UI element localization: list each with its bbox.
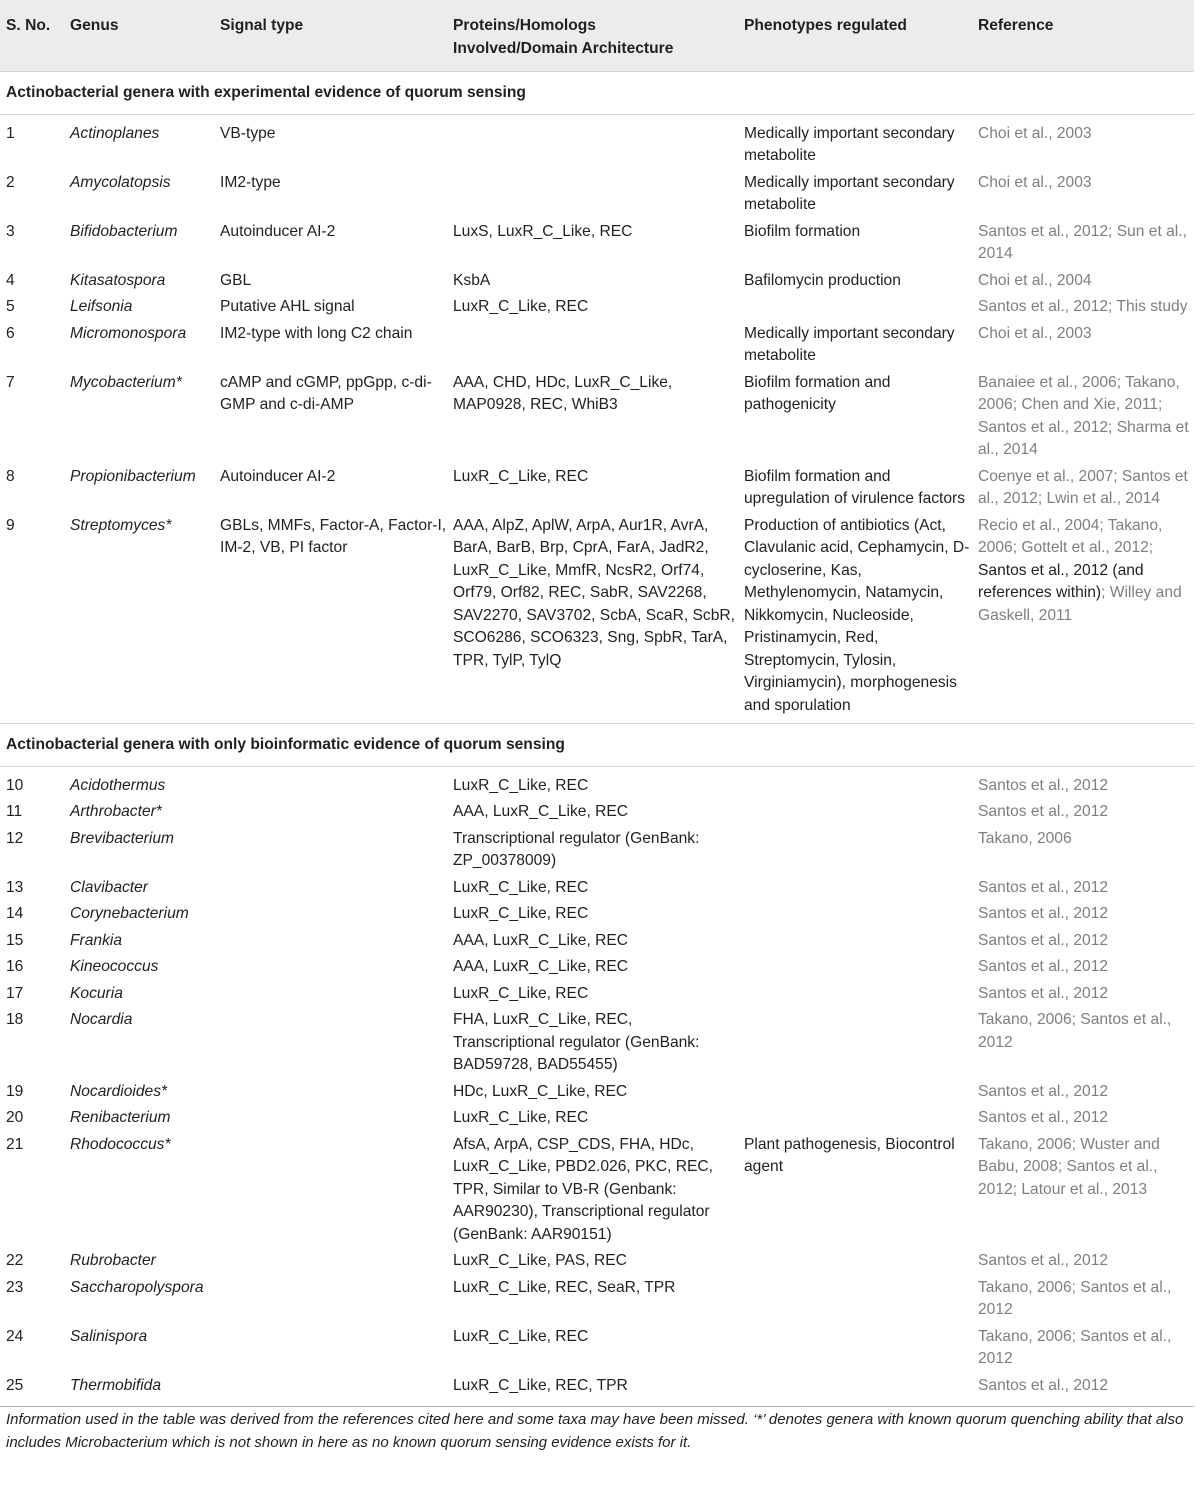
- row-genus: Kineococcus: [70, 958, 159, 975]
- row-genus: Micromonospora: [70, 324, 187, 342]
- row-signal-type: [214, 1371, 447, 1404]
- row-number: 16: [6, 958, 24, 975]
- row-signal-type: Autoinducer AI-2: [220, 467, 336, 485]
- row-genus: Thermobifida: [70, 1376, 162, 1394]
- row-signal-type: [214, 1246, 447, 1273]
- reference-part-c: ; Willey and Gaskell, 2011: [978, 584, 1182, 624]
- table-row: [0, 1077, 1194, 1104]
- row-genus: Nocardia: [70, 1011, 133, 1028]
- table-row: [0, 1371, 1194, 1404]
- table-row: [0, 952, 1194, 979]
- row-phenotypes: [738, 824, 972, 873]
- header-proteins-line2: Involved/Domain Architecture: [453, 39, 674, 57]
- row-signal-type: [214, 1322, 447, 1371]
- table-row: [0, 797, 1194, 824]
- row-number: 12: [6, 829, 24, 847]
- row-reference: [972, 511, 1194, 724]
- row-phenotypes: [738, 1103, 972, 1130]
- row-proteins: KsbA: [453, 271, 491, 289]
- row-reference: Takano, 2006; Santos et al., 2012: [978, 1011, 1172, 1051]
- row-signal-type: [214, 952, 447, 979]
- row-phenotypes: Bafilomycin production: [744, 271, 901, 289]
- row-proteins: Transcriptional regulator (GenBank: ZP_00378009): [453, 829, 700, 869]
- table-row: [0, 1273, 1194, 1322]
- row-phenotypes: Biofilm formation and upregulation of virulence factors: [744, 467, 966, 507]
- row-phenotypes: Medically important secondary metabolite: [744, 173, 955, 213]
- row-reference: Banaiee et al., 2006; Takano, 2006; Chen and Xie, 2011; Santos et al., 2012; Sharma et al., 2014: [978, 373, 1189, 458]
- row-phenotypes: [738, 873, 972, 900]
- row-proteins: AfsA, ArpA, CSP_CDS, FHA, HDc, LuxR_C_Like, PBD2.026, PKC, REC, TPR, Similar to VB-R (Genbank: AAR90230), Transcriptional regulator (GenBank: AAR90151): [453, 1135, 714, 1243]
- row-number: 10: [6, 776, 24, 794]
- row-phenotypes: [738, 952, 972, 979]
- row-number: 24: [6, 1327, 24, 1345]
- row-proteins: AAA, LuxR_C_Like, REC: [453, 803, 629, 820]
- section-row: [0, 724, 1194, 767]
- table-row: [0, 979, 1194, 1006]
- row-genus: Rhodococcus*: [70, 1135, 171, 1153]
- table-end-rule: [0, 1403, 1194, 1407]
- row-phenotypes: [738, 1005, 972, 1077]
- row-proteins: LuxR_C_Like, REC: [453, 467, 589, 485]
- row-reference: Santos et al., 2012; Sun et al., 2014: [978, 222, 1187, 262]
- row-reference: Santos et al., 2012: [978, 905, 1109, 922]
- row-proteins: AAA, CHD, HDc, LuxR_C_Like, MAP0928, REC, WhiB3: [453, 373, 673, 413]
- row-signal-type: [214, 873, 447, 900]
- table-row: [0, 1103, 1194, 1130]
- table-row: [0, 319, 1194, 368]
- row-reference: Santos et al., 2012: [978, 984, 1109, 1002]
- row-signal-type: [214, 1273, 447, 1322]
- table-body: [0, 72, 1194, 1407]
- table-row: [0, 511, 1194, 724]
- row-proteins: LuxS, LuxR_C_Like, REC: [453, 222, 633, 240]
- row-phenotypes: [738, 1273, 972, 1322]
- row-signal-type: [214, 979, 447, 1006]
- row-number: 23: [6, 1278, 24, 1296]
- row-number: 21: [6, 1135, 24, 1153]
- phenotypes-text-a: Production of antibiotics (Act, Clavulanic acid, Cephamycin,: [744, 516, 953, 556]
- header-signal-type: Signal type: [214, 0, 447, 72]
- header-proteins: [447, 0, 738, 72]
- row-phenotypes: [738, 979, 972, 1006]
- phenotypes-text-b: -cycloserine, Kas, Methylenomycin, Natamycin, Nikkomycin, Nucleoside, Pristinamycin, Red, Streptomycin, Tylosin, Virginiamycin), morphogenesis and sporulation: [744, 539, 970, 714]
- row-proteins: AAA, AlpZ, AplW, ArpA, Aur1R, AvrA, BarA, BarB, Brp, CprA, FarA, JadR2, LuxR_C_Like, MmfR, NcsR2, Orf74, Orf79, Orf82, REC, SabR, SAV2268, SAV2270, SAV3702, ScbA, ScaR, ScbR, SCO6286, SCO6323, Sng, SpbR, TarA, TPR, TylP, TylQ: [453, 516, 735, 669]
- row-number: 25: [6, 1376, 24, 1394]
- row-phenotypes: Medically important secondary metabolite: [744, 124, 955, 164]
- row-reference: Santos et al., 2012: [978, 1082, 1109, 1100]
- row-number: 9: [6, 516, 15, 534]
- row-number: 7: [6, 373, 15, 391]
- header-sno: S. No.: [0, 0, 64, 72]
- row-proteins: [447, 168, 738, 217]
- table-row: [0, 873, 1194, 900]
- row-genus: Nocardioides*: [70, 1082, 168, 1100]
- row-signal-type: Putative AHL signal: [220, 298, 355, 315]
- row-genus: Renibacterium: [70, 1109, 171, 1126]
- row-proteins: LuxR_C_Like, REC: [453, 878, 589, 896]
- table-row: [0, 462, 1194, 511]
- row-reference: Santos et al., 2012: [978, 878, 1109, 896]
- row-proteins: [447, 319, 738, 368]
- header-reference: Reference: [972, 0, 1194, 72]
- row-reference: Takano, 2006; Wuster and Babu, 2008; Santos et al., 2012; Latour et al., 2013: [978, 1135, 1160, 1198]
- row-proteins: LuxR_C_Like, REC: [453, 776, 589, 794]
- row-number: 4: [6, 271, 15, 289]
- row-phenotypes: [738, 797, 972, 824]
- table-row: [0, 899, 1194, 926]
- row-number: 2: [6, 173, 15, 191]
- row-genus: Leifsonia: [70, 298, 133, 315]
- row-genus: Kocuria: [70, 984, 123, 1002]
- row-genus: Amycolatopsis: [70, 173, 171, 191]
- row-reference: Santos et al., 2012: [978, 1109, 1109, 1126]
- table-row: [0, 1130, 1194, 1247]
- row-signal-type: Autoinducer AI-2: [220, 222, 336, 240]
- row-signal-type: GBLs, MMFs, Factor-A, Factor-I, IM-2, VB, PI factor: [220, 516, 447, 556]
- row-proteins: AAA, LuxR_C_Like, REC: [453, 931, 629, 949]
- row-number: 8: [6, 467, 15, 485]
- row-genus: Actinoplanes: [70, 124, 160, 142]
- row-reference: Takano, 2006; Santos et al., 2012: [978, 1278, 1172, 1318]
- row-reference: Choi et al., 2003: [978, 124, 1092, 142]
- row-proteins: LuxR_C_Like, REC: [453, 1109, 589, 1126]
- row-signal-type: cAMP and cGMP, ppGpp, c-di-GMP and c-di-AMP: [220, 373, 432, 413]
- row-proteins: LuxR_C_Like, REC, SeaR, TPR: [453, 1278, 676, 1296]
- row-reference: Santos et al., 2012: [978, 958, 1109, 975]
- row-signal-type: [214, 926, 447, 953]
- row-proteins: LuxR_C_Like, REC, TPR: [453, 1376, 628, 1394]
- row-genus: Saccharopolyspora: [70, 1278, 204, 1296]
- row-genus: Corynebacterium: [70, 905, 189, 922]
- reference-part-b: Santos et al., 2012 (and references within): [978, 561, 1144, 601]
- row-signal-type: [214, 1130, 447, 1247]
- row-number: 14: [6, 905, 24, 922]
- row-reference: Santos et al., 2012; This study: [978, 298, 1188, 315]
- row-genus: Rubrobacter: [70, 1252, 156, 1269]
- row-phenotypes: [738, 766, 972, 797]
- row-reference: Santos et al., 2012: [978, 776, 1109, 794]
- table-row: [0, 1246, 1194, 1273]
- table-row: [0, 926, 1194, 953]
- row-phenotypes: [738, 511, 972, 724]
- table-footnote: Information used in the table was derived from the references cited here and some taxa may have been missed. ‘*’ denotes genera with known quorum quenching ability that also includes Microbacterium which is not shown in here as no known quorum sensing evidence exists for it.: [6, 1411, 1184, 1451]
- row-reference: Coenye et al., 2007; Santos et al., 2012; Lwin et al., 2014: [978, 467, 1188, 507]
- table-row: [0, 292, 1194, 319]
- row-number: 22: [6, 1252, 24, 1269]
- row-genus: Arthrobacter*: [70, 803, 162, 820]
- row-number: 1: [6, 124, 15, 142]
- row-phenotypes: [738, 899, 972, 926]
- row-genus: Kitasatospora: [70, 271, 166, 289]
- reference-part-a: Recio et al., 2004; Takano, 2006; Gottelt et al., 2012;: [978, 516, 1163, 556]
- row-phenotypes: Medically important secondary metabolite: [744, 324, 955, 364]
- row-genus: Mycobacterium*: [70, 373, 182, 391]
- row-number: 5: [6, 298, 15, 315]
- row-reference: Santos et al., 2012: [978, 931, 1109, 949]
- row-proteins: [447, 114, 738, 168]
- section-row: [0, 72, 1194, 115]
- row-proteins: FHA, LuxR_C_Like, REC, Transcriptional regulator (GenBank: BAD59728, BAD55455): [453, 1011, 700, 1073]
- row-signal-type: [214, 824, 447, 873]
- row-proteins: LuxR_C_Like, REC: [453, 298, 589, 315]
- table-row: [0, 824, 1194, 873]
- row-genus: Salinispora: [70, 1327, 148, 1345]
- row-number: 11: [6, 803, 23, 820]
- row-number: 17: [6, 984, 24, 1002]
- row-reference: Santos et al., 2012: [978, 803, 1109, 820]
- table-row: [0, 766, 1194, 797]
- row-signal-type: [214, 1103, 447, 1130]
- row-reference: Choi et al., 2003: [978, 173, 1092, 191]
- row-genus: Brevibacterium: [70, 829, 174, 847]
- table-row: [0, 114, 1194, 168]
- table-row: [0, 368, 1194, 462]
- header-phenotypes: Phenotypes regulated: [738, 0, 972, 72]
- row-phenotypes: [738, 1371, 972, 1404]
- row-number: 20: [6, 1109, 24, 1126]
- row-reference: Choi et al., 2003: [978, 324, 1092, 342]
- header-proteins-line1: Proteins/Homologs: [453, 17, 596, 34]
- row-signal-type: [214, 1077, 447, 1104]
- row-number: 6: [6, 324, 15, 342]
- row-proteins: AAA, LuxR_C_Like, REC: [453, 958, 629, 975]
- row-phenotypes: [738, 1322, 972, 1371]
- section-title: Actinobacterial genera with experimental evidence of quorum sensing: [0, 72, 1194, 115]
- table-row: [0, 1322, 1194, 1371]
- row-genus: Frankia: [70, 931, 122, 949]
- row-number: 15: [6, 931, 24, 949]
- row-signal-type: GBL: [220, 271, 252, 289]
- row-number: 19: [6, 1082, 24, 1100]
- header-genus: Genus: [64, 0, 214, 72]
- row-phenotypes: Biofilm formation: [744, 222, 861, 240]
- row-signal-type: [214, 797, 447, 824]
- table-end-cell: [0, 1403, 1194, 1407]
- table-row: [0, 168, 1194, 217]
- row-reference: Santos et al., 2012: [978, 1376, 1109, 1394]
- row-signal-type: [214, 1005, 447, 1077]
- row-reference: Santos et al., 2012: [978, 1252, 1109, 1269]
- row-phenotypes: [738, 926, 972, 953]
- row-reference: Takano, 2006: [978, 829, 1072, 847]
- row-genus: Streptomyces*: [70, 516, 172, 534]
- row-proteins: LuxR_C_Like, REC: [453, 905, 589, 922]
- row-signal-type: IM2-type: [220, 173, 281, 191]
- table-row: [0, 217, 1194, 266]
- row-phenotypes: [738, 1246, 972, 1273]
- row-signal-type: [214, 899, 447, 926]
- row-signal-type: [214, 766, 447, 797]
- row-signal-type: IM2-type with long C2 chain: [220, 324, 413, 342]
- table-row: [0, 266, 1194, 293]
- row-reference: Takano, 2006; Santos et al., 2012: [978, 1327, 1172, 1367]
- row-proteins: LuxR_C_Like, REC: [453, 1327, 589, 1345]
- row-signal-type: VB-type: [220, 124, 276, 142]
- row-proteins: LuxR_C_Like, PAS, REC: [453, 1252, 627, 1269]
- phenotypes-smallcaps: D: [952, 539, 965, 556]
- row-phenotypes: Biofilm formation and pathogenicity: [744, 373, 891, 413]
- row-phenotypes: Plant pathogenesis, Biocontrol agent: [744, 1135, 955, 1175]
- row-number: 18: [6, 1011, 24, 1028]
- row-number: 13: [6, 878, 24, 896]
- row-number: 3: [6, 222, 15, 240]
- row-genus: Clavibacter: [70, 878, 148, 896]
- table-header: [0, 0, 1194, 72]
- row-genus: Acidothermus: [70, 776, 166, 794]
- header-row: [0, 0, 1194, 72]
- row-proteins: HDc, LuxR_C_Like, REC: [453, 1082, 628, 1100]
- row-reference: Choi et al., 2004: [978, 271, 1092, 289]
- table-row: [0, 1005, 1194, 1077]
- section-title: Actinobacterial genera with only bioinformatic evidence of quorum sensing: [0, 724, 1194, 767]
- row-genus: Bifidobacterium: [70, 222, 178, 240]
- row-phenotypes: [738, 292, 972, 319]
- row-phenotypes: [738, 1077, 972, 1104]
- row-genus: Propionibacterium: [70, 467, 196, 485]
- row-proteins: LuxR_C_Like, REC: [453, 984, 589, 1002]
